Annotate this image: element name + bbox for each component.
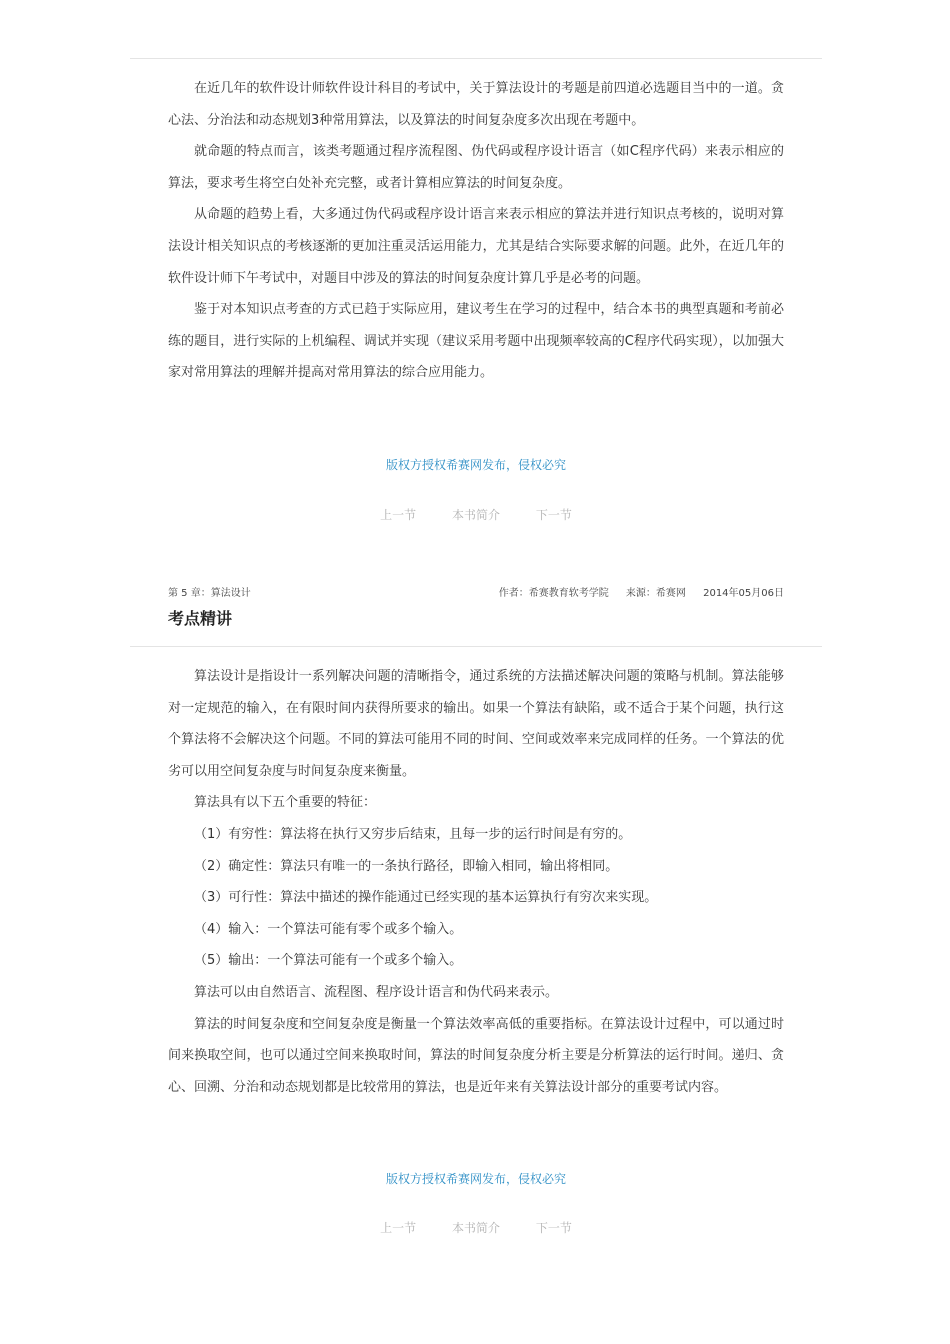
chapter-label: 第 5 章：算法设计 [168,588,251,599]
section2-paragraph: 算法具有以下五个重要的特征： [194,795,377,811]
feature-list-item: （5）输出：一个算法可能有一个或多个输入。 [194,953,463,969]
article-info [499,584,784,599]
section1-paragraph: 鉴于对本知识点考查的方式已趋于实际应用，建议考生在学习的过程中，结合本书的典型真题和考前必练的题目，进行实际的上机编程、调试并实现（建议采用考题中出现频率较高的C程序代码实现），以加强大家对常用算法的理解并提高对常用算法的综合应用能力。 [168,302,784,381]
date-label: 2014年05月06日 [703,588,784,599]
title-divider [130,646,822,647]
author-label: 作者：希赛教育软考学院 [498,588,609,599]
top-divider [130,58,822,59]
feature-list-item: （3）可行性：算法中描述的操作能通过已经实现的基本运算执行有穷次来实现。 [194,890,658,906]
feature-list-item: （4）输入：一个算法可能有零个或多个输入。 [194,921,463,937]
section1-paragraph: 就命题的特点而言，该类考题通过程序流程图、伪代码或程序设计语言（如C程序代码）来表示相应的算法，要求考生将空白处补充完整，或者计算相应算法的时间复杂度。 [168,144,784,191]
section1-nav [130,506,822,523]
section1-paragraph: 在近几年的软件设计师软件设计科目的考试中，关于算法设计的考题是前四道必选题目当中的一道。贪心法、分治法和动态规划3种常用算法，以及算法的时间复杂度多次出现在考题中。 [168,81,784,128]
section1-paragraph: 从命题的趋势上看，大多通过伪代码或程序设计语言来表示相应的算法并进行知识点考核的，说明对算法设计相关知识点的考核逐渐的更加注重灵活运用能力，尤其是结合实际要求解的问题。此外，在近几年的软件设计师下午考试中，对题目中涉及的算法的时间复杂度计算几乎是必考的问题。 [168,207,784,286]
feature-list-item: （1）有穷性：算法将在执行又穷步后结束，且每一步的运行时间是有穷的。 [194,826,632,842]
book-intro-link[interactable]: 本书简介 [451,508,500,522]
section2-body [168,661,784,1103]
section1-body [168,73,784,389]
section2-nav [130,1219,822,1236]
book-intro-link[interactable]: 本书简介 [451,1221,500,1235]
next-section-link[interactable]: 下一节 [535,508,572,522]
copyright-notice: 版权方授权希赛网发布，侵权必究 [385,1172,566,1186]
feature-list-item: （2）确定性：算法只有唯一的一条执行路径，即输入相同，输出将相同。 [194,858,619,874]
source-label: 来源：希赛网 [625,588,686,599]
copyright-notice: 版权方授权希赛网发布，侵权必究 [385,458,566,472]
section2-paragraph: 算法设计是指设计一系列解决问题的清晰指令，通过系统的方法描述解决问题的策略与机制。算法能够对一定规范的输入，在有限时间内获得所要求的输出。如果一个算法有缺陷，或不适合于某个问题，执行这个算法将不会解决这个问题。不同的算法可能用不同的时间、空间或效率来完成同样的任务。一个算法的优劣可以用空间复杂度与时间复杂度来衡量。 [168,669,784,779]
page-title: 考点精讲 [168,609,233,628]
prev-section-link[interactable]: 上一节 [380,1221,417,1235]
section2-paragraph: 算法可以由自然语言、流程图、程序设计语言和伪代码来表示。 [194,984,559,1000]
next-section-link[interactable]: 下一节 [535,1221,572,1235]
prev-section-link[interactable]: 上一节 [380,508,417,522]
section2-paragraph: 算法的时间复杂度和空间复杂度是衡量一个算法效率高低的重要指标。在算法设计过程中，可以通过时间来换取空间，也可以通过空间来换取时间，算法的时间复杂度分析主要是分析算法的运行时间。递归、贪心、回溯、分治和动态规划都是比较常用的算法，也是近年来有关算法设计部分的重要考试内容。 [168,1016,784,1095]
article-meta [168,584,784,598]
